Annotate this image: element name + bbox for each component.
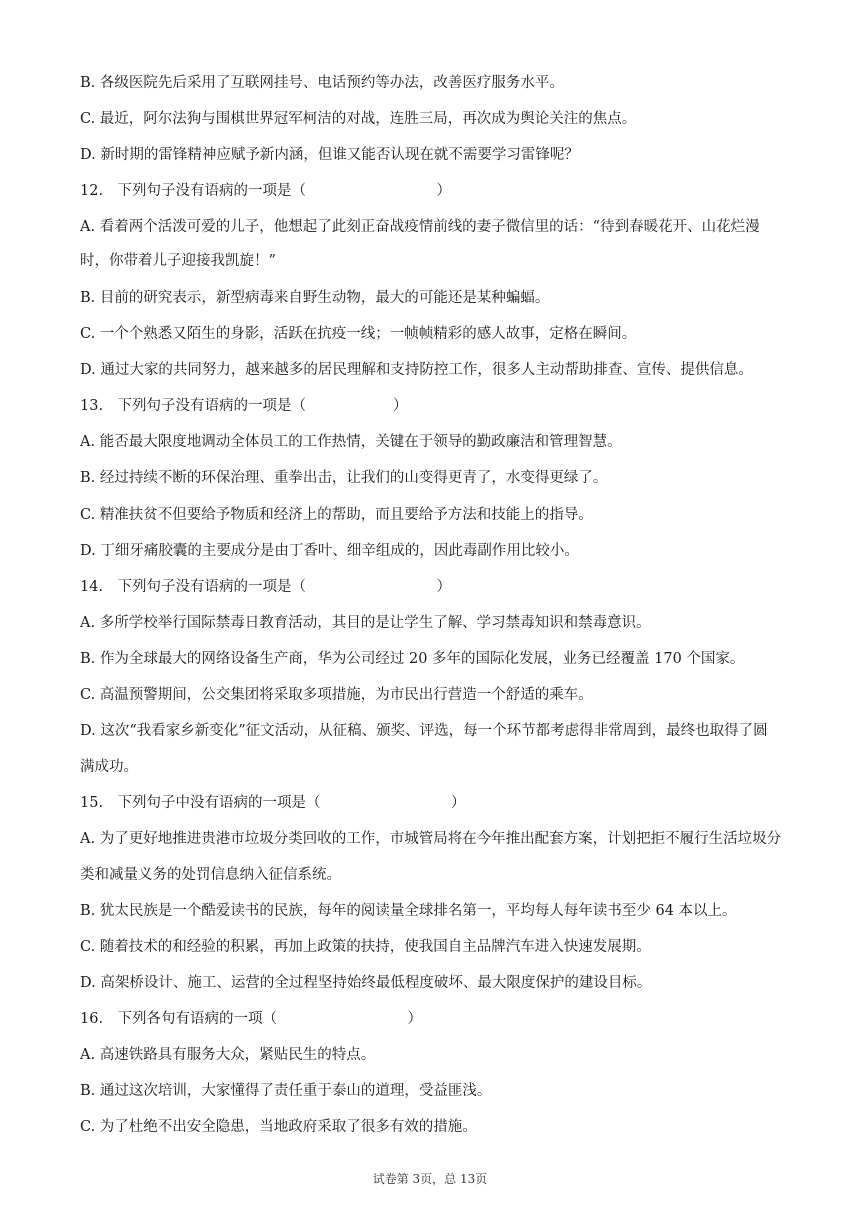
option-line: C. 随着技术的和经验的积累，再加上政策的扶持，使我国自主品牌汽车进入快速发展期。 (80, 939, 651, 955)
option-line: A. 高速铁路具有服务大众，紧贴民生的特点。 (80, 1047, 376, 1063)
option-line: D. 新时期的雷锋精神应赋予新内涵，但谁又能否认现在就不需要学习雷锋呢？ (80, 147, 579, 163)
option-line: C. 高温预警期间，公交集团将采取多项措施，为市民出行营造一个舒适的乘车。 (80, 687, 593, 703)
option-line: C. 一个个熟悉又陌生的身影，活跃在抗疫一线；一帧帧精彩的感人故事，定格在瞬间。 (80, 326, 637, 342)
option-line: D. 高架桥设计、施工、运营的全过程坚持始终最低程度破坏、最大限度保护的建设目标。 (80, 975, 652, 991)
option-line: B. 各级医院先后采用了互联网挂号、电话预约等办法，改善医疗服务水平。 (80, 75, 564, 91)
option-line: B. 作为全球最大的网络设备生产商，华为公司经过 20 多年的国际化发展，业务已经覆盖 170 个国家。 (80, 651, 745, 667)
question-12-stem: 12. 下列句子没有语病的一项是（ ） (80, 183, 452, 199)
option-line: C. 为了杜绝不出安全隐患，当地政府采取了很多有效的措施。 (80, 1119, 477, 1135)
option-line: B. 通过这次培训，大家懂得了责任重于泰山的道理，受益匪浅。 (80, 1083, 492, 1099)
option-line: C. 精准扶贫不但要给予物质和经济上的帮助，而且要给予方法和技能上的指导。 (80, 507, 593, 523)
option-line: D. 这次“我看家乡新变化”征文活动，从征稿、颁奖、评选，每一个环节都考虑得非常周到，最终也取得了圆 (80, 723, 768, 739)
option-line: C. 最近，阿尔法狗与围棋世界冠军柯洁的对战，连胜三局，再次成为舆论关注的焦点。 (80, 111, 637, 127)
option-line-continued: 类和减量义务的处罚信息纳入征信系统。 (80, 867, 341, 883)
option-line: A. 能否最大限度地调动全体员工的工作热情，关键在于领导的勤政廉洁和管理智慧。 (80, 434, 622, 450)
option-line: B. 经过持续不断的环保治理、重拳出击，让我们的山变得更青了，水变得更绿了。 (80, 470, 608, 486)
option-line-continued: 时，你带着儿子迎接我凯旋！” (80, 253, 276, 269)
option-line: D. 通过大家的共同努力，越来越多的居民理解和支持防控工作，很多人主动帮助排查、宣传、提供信息。 (80, 362, 753, 378)
question-13-stem: 13. 下列句子没有语病的一项是（ ） (80, 398, 408, 414)
option-line: A. 看着两个活泼可爱的儿子，他想起了此刻正奋战疫情前线的妻子微信里的话：“待到春暖花开、山花烂漫 (80, 219, 760, 235)
option-line-continued: 满成功。 (80, 759, 138, 775)
option-line: A. 为了更好地推进贵港市垃圾分类回收的工作，市城管局将在今年推出配套方案，计划把拒不履行生活垃圾分 (80, 831, 782, 847)
option-line: B. 目前的研究表示，新型病毒来自野生动物，最大的可能还是某种蝙蝠。 (80, 290, 550, 306)
option-line: B. 犹太民族是一个酷爱读书的民族，每年的阅读量全球排名第一，平均每人每年读书至少 64 本以上。 (80, 903, 737, 919)
option-line: A. 多所学校举行国际禁毒日教育活动，其目的是让学生了解、学习禁毒知识和禁毒意识。 (80, 615, 651, 631)
question-14-stem: 14. 下列句子没有语病的一项是（ ） (80, 579, 452, 595)
question-15-stem: 15. 下列句子中没有语病的一项是（ ） (80, 795, 466, 811)
page-footer: 试卷第 3页，总 13页 (372, 1172, 488, 1186)
question-16-stem: 16. 下列各句有语病的一项（ ） (80, 1011, 423, 1027)
option-line: D. 丁细牙痛胶囊的主要成分是由丁香叶、细辛组成的，因此毒副作用比较小。 (80, 543, 579, 559)
